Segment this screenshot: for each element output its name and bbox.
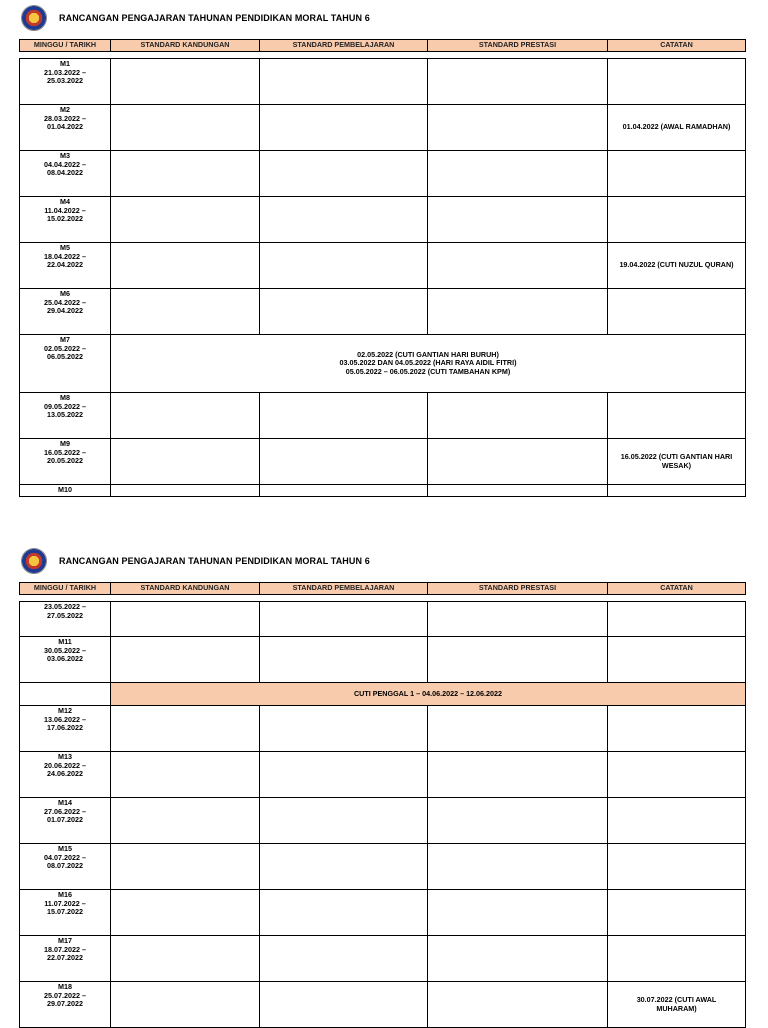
table-row [20,485,746,497]
week-cell: M14 27.06.2022 – 01.07.2022 [20,798,111,844]
week-cell: M17 18.07.2022 – 22.07.2022 [20,936,111,982]
table-row [20,289,746,335]
note-cell [608,59,746,105]
note-cell [608,890,746,936]
note-cell [608,706,746,752]
table-row-holiday [20,683,746,706]
week-cell: M12 13.06.2022 – 17.06.2022 [20,706,111,752]
note-cell [608,798,746,844]
week-cell: M16 11.07.2022 – 15.07.2022 [20,890,111,936]
note-cell: 16.05.2022 (CUTI GANTIAN HARI WESAK) [608,439,746,485]
table-row [20,706,746,752]
table-row [20,105,746,151]
week-cell: M9 16.05.2022 – 20.05.2022 [20,439,111,485]
week-cell: M3 04.04.2022 – 08.04.2022 [20,151,111,197]
table-row [20,798,746,844]
table-row [20,844,746,890]
table-row [20,243,746,289]
table-row [20,752,746,798]
week-cell: M8 09.05.2022 – 13.05.2022 [20,393,111,439]
table-row-holiday [20,335,746,393]
table-row [20,936,746,982]
col-header-performance: STANDARD PRESTASI [428,40,608,52]
week-cell: M13 20.06.2022 – 24.06.2022 [20,752,111,798]
note-cell [608,197,746,243]
plan-table [19,582,746,1028]
week-cell: M7 02.05.2022 – 06.05.2022 [20,335,111,393]
plan-table [19,39,746,497]
holiday-notes: 02.05.2022 (CUTI GANTIAN HARI BURUH) 03.05.2022 DAN 04.05.2022 (HARI RAYA AIDIL FITRI) 05.05.2022 – 06.05.2022 (CUTI TAMBAHAN KPM) [111,335,746,393]
note-cell: 01.04.2022 (AWAL RAMADHAN) [608,105,746,151]
page-title: RANCANGAN PENGAJARAN TAHUNAN PENDIDIKAN MORAL TAHUN 6 [59,13,370,23]
note-cell [608,393,746,439]
week-cell: M18 25.07.2022 – 29.07.2022 [20,982,111,1028]
week-cell: M5 18.04.2022 – 22.04.2022 [20,243,111,289]
table-row [20,890,746,936]
week-cell: M10 [20,485,111,497]
table-row [20,637,746,683]
col-header-content: STANDARD KANDUNGAN [111,40,260,52]
note-cell [608,289,746,335]
week-cell: M2 28.03.2022 – 01.04.2022 [20,105,111,151]
table-header [20,40,746,52]
col-header-notes: CATATAN [608,583,746,595]
col-header-content: STANDARD KANDUNGAN [111,583,260,595]
week-cell: M11 30.05.2022 – 03.06.2022 [20,637,111,683]
col-header-performance: STANDARD PRESTASI [428,583,608,595]
col-header-week: MINGGU / TARIKH [20,583,111,595]
table-header [20,583,746,595]
table-row [20,602,746,637]
note-cell [608,844,746,890]
note-cell [608,151,746,197]
school-logo-icon [21,548,47,574]
week-cell: M6 25.04.2022 – 29.04.2022 [20,289,111,335]
table-row [20,982,746,1028]
table-row [20,439,746,485]
note-cell: 30.07.2022 (CUTI AWAL MUHARAM) [608,982,746,1028]
week-cell: 23.05.2022 – 27.05.2022 [20,602,111,637]
col-header-learning: STANDARD PEMBELAJARAN [260,583,428,595]
table-row [20,197,746,243]
table-row [20,151,746,197]
week-cell: M1 21.03.2022 – 25.03.2022 [20,59,111,105]
note-cell [608,936,746,982]
table-row [20,59,746,105]
col-header-week: MINGGU / TARIKH [20,40,111,52]
week-cell: M4 11.04.2022 – 15.02.2022 [20,197,111,243]
week-cell: M15 04.07.2022 – 08.07.2022 [20,844,111,890]
page-title: RANCANGAN PENGAJARAN TAHUNAN PENDIDIKAN MORAL TAHUN 6 [59,556,370,566]
col-header-learning: STANDARD PEMBELAJARAN [260,40,428,52]
col-header-notes: CATATAN [608,40,746,52]
term-break-label: CUTI PENGGAL 1 – 04.06.2022 – 12.06.2022 [111,683,746,706]
note-cell [608,752,746,798]
note-cell: 19.04.2022 (CUTI NUZUL QURAN) [608,243,746,289]
table-row [20,393,746,439]
school-logo-icon [21,5,47,31]
